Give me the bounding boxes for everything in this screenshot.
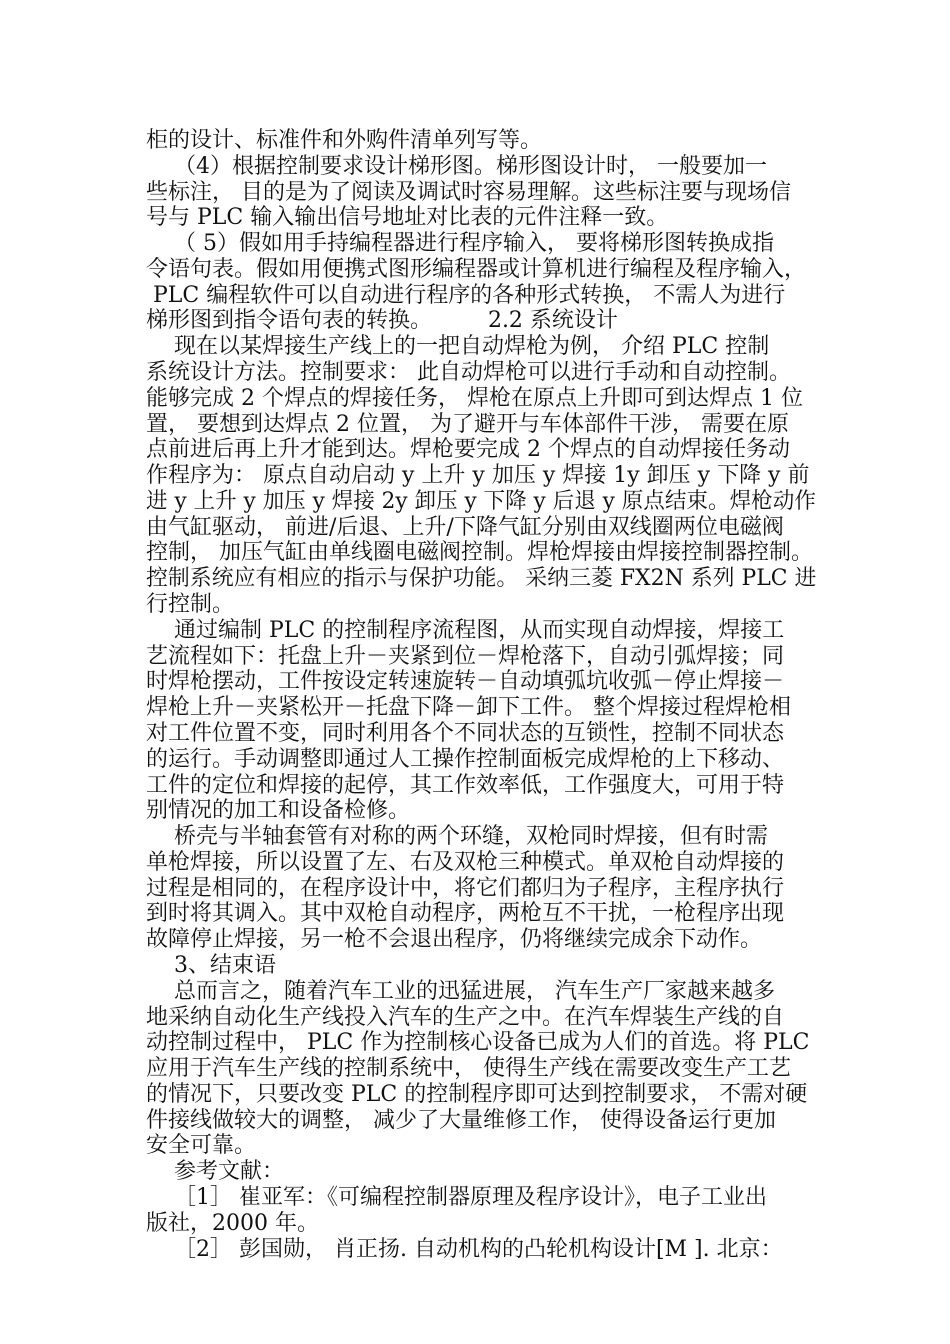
text-line: 控制， 加压气缸由单线圈电磁阀控制。焊枪焊接由焊接控制器控制。 <box>146 540 813 565</box>
reference-item: ［1］ 崔亚军：《可编程控制器原理及程序设计》，电子工业出 <box>146 1185 767 1210</box>
text-line: 工件的定位和焊接的起停，其工作效率低，工作强度大，可用于特 <box>146 773 785 798</box>
text-line: 点前进后再上升才能到达。焊枪要完成 2 个焊点的自动焊接任务动 <box>146 437 790 462</box>
text-line: 梯形图到指令语句表的转换。 2.2 系统设计 <box>146 308 618 333</box>
text-line: 焊枪上升－夹紧松开－托盘下降－卸下工件。 整个焊接过程焊枪相 <box>146 695 791 720</box>
text-line: 令语句表。假如用便携式图形编程器或计算机进行编程及程序输入， <box>146 257 807 282</box>
text-line: 艺流程如下：托盘上升－夹紧到位－焊枪落下，自动引弧焊接；同 <box>146 644 785 669</box>
text-line: 单枪焊接，所以设置了左、右及双枪三种模式。单双枪自动焊接的 <box>146 850 785 875</box>
text-line: 现在以某焊接生产线上的一把自动焊枪为例， 介绍 PLC 控制 <box>146 334 770 359</box>
text-line: 动控制过程中， PLC 作为控制核心设备已成为人们的首选。将 PLC <box>146 1030 810 1055</box>
reference-item: 版社，2000 年。 <box>146 1211 319 1236</box>
references-heading: 参考文献： <box>146 1159 284 1184</box>
text-line: （ 5）假如用手持编程器进行程序输入， 要将梯形图转换成指 <box>146 231 774 256</box>
text-line: 系统设计方法。控制要求： 此自动焊枪可以进行手动和自动控制。 <box>146 360 791 385</box>
text-line: 控制系统应有相应的指示与保护功能。 采纳三菱 FX2N 系列 PLC 进 <box>146 566 817 591</box>
text-line: 些标注， 目的是为了阅读及调试时容易理解。这些标注要与现场信 <box>146 180 791 205</box>
text-line: （4）根据控制要求设计梯形图。梯形图设计时， 一般要加一 <box>146 154 767 179</box>
text-line: 地采纳自动化生产线投入汽车的生产之中。在汽车焊装生产线的自 <box>146 1005 785 1030</box>
text-line: 到时将其调入。其中双枪自动程序，两枪互不干扰，一枪程序出现 <box>146 901 785 926</box>
text-line: 总而言之，随着汽车工业的迅猛进展， 汽车生产厂家越来越多 <box>146 979 775 1004</box>
text-line: 号与 PLC 输入输出信号地址对比表的元件注释一致。 <box>146 205 669 230</box>
text-line: 由气缸驱动， 前进/后退、上升/下降气缸分别由双线圈两位电磁阀 <box>146 515 784 540</box>
text-line: 置， 要想到达焊点 2 位置， 为了避开与车体部件干涉， 需要在原 <box>146 412 789 437</box>
text-line: 行控制。 <box>146 592 235 617</box>
text-line: 对工件位置不变，同时利用各个不同状态的互锁性，控制不同状态 <box>146 721 785 746</box>
text-line: 柜的设计、标准件和外购件清单列写等。 <box>146 128 543 153</box>
section-heading: 3、结束语 <box>146 953 276 978</box>
text-line: 的运行。手动调整即通过人工操作控制面板完成焊枪的上下移动、 <box>146 747 785 772</box>
text-line: 能够完成 2 个焊点的焊接任务， 焊枪在原点上升即可到达焊点 1 位 <box>146 386 803 411</box>
text-line: 通过编制 PLC 的控制程序流程图，从而实现自动焊接，焊接工 <box>146 618 785 643</box>
text-line: 件接线做较大的调整， 减少了大量维修工作， 使得设备运行更加 <box>146 1108 776 1133</box>
text-line: 时焊枪摆动，工件按设定转速旋转－自动填弧坑收弧－停止焊接－ <box>146 669 785 694</box>
reference-item: ［2］ 彭国勋， 肖正扬. 自动机构的凸轮机构设计[M ]. 北京： <box>146 1237 783 1262</box>
text-line: 的情况下，只要改变 PLC 的控制程序即可达到控制要求， 不需对硬 <box>146 1082 808 1107</box>
text-line: 安全可靠。 <box>146 1133 257 1158</box>
text-line: 过程是相同的，在程序设计中，将它们都归为子程序，主程序执行 <box>146 876 785 901</box>
text-line: PLC 编程软件可以自动进行程序的各种形式转换， 不需人为进行 <box>146 283 786 308</box>
text-line: 应用于汽车生产线的控制系统中， 使得生产线在需要改变生产工艺 <box>146 1056 791 1081</box>
text-line: 作程序为： 原点自动启动 y 上升 y 加压 y 焊接 1y 卸压 y 下降 y 前 <box>146 463 810 488</box>
text-line: 别情况的加工和设备检修。 <box>146 798 411 823</box>
text-line: 故障停止焊接，另一枪不会退出程序，仍将继续完成余下动作。 <box>146 927 763 952</box>
text-line: 进 y 上升 y 加压 y 焊接 2y 卸压 y 下降 y 后退 y 原点结束。焊枪动作 <box>146 489 816 514</box>
text-line: 桥壳与半轴套管有对称的两个环缝，双枪同时焊接，但有时需 <box>146 824 768 849</box>
